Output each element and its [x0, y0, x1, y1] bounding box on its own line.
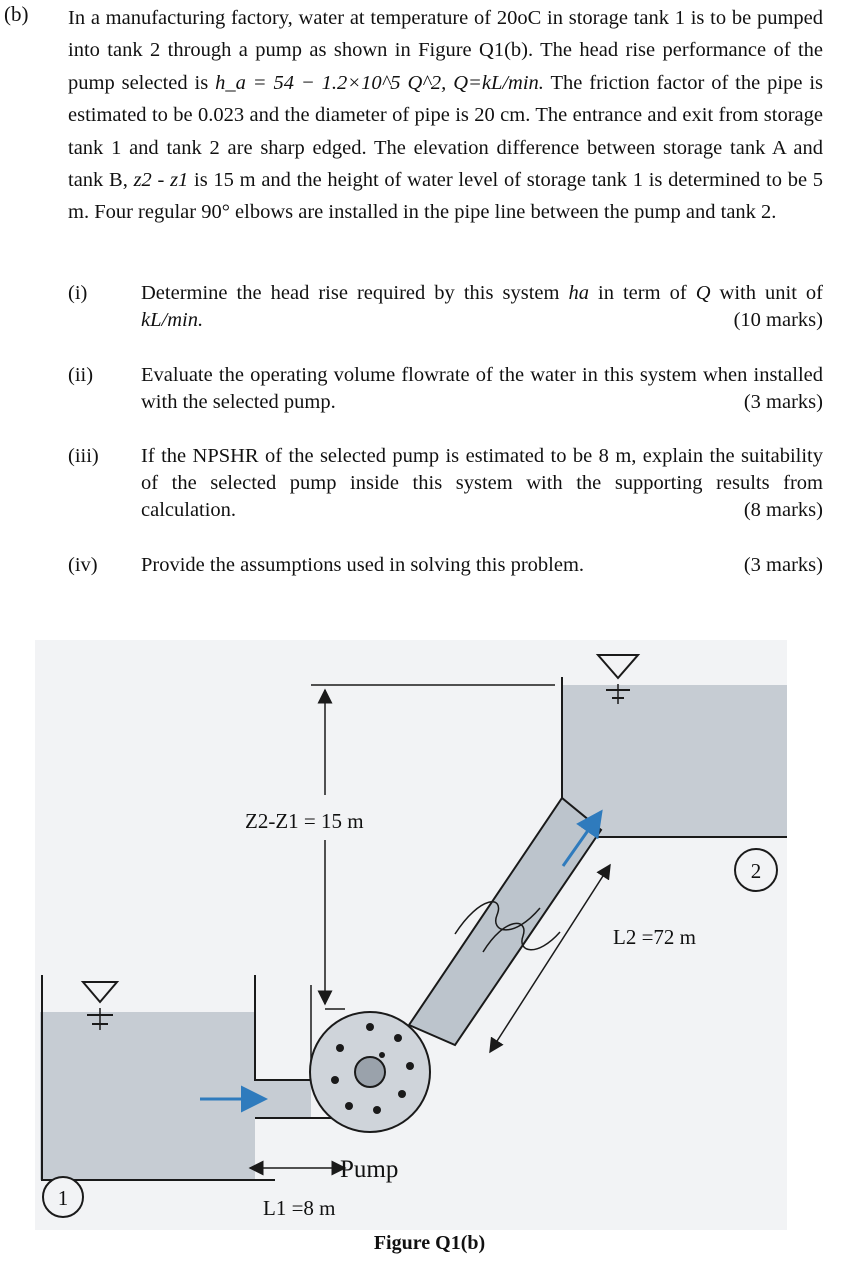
- pump-label: Pump: [340, 1156, 399, 1183]
- flow-unit: Q=kL/min.: [453, 71, 544, 94]
- tank-2-water: [562, 685, 787, 837]
- marks: (3 marks): [743, 554, 823, 576]
- subquestion-ii: [68, 362, 823, 418]
- head-symbol: ha: [568, 282, 589, 304]
- subquestion-text-part: in term of: [598, 282, 687, 304]
- elevation-label: Z2-Z1 = 15 m: [245, 809, 364, 833]
- subquestion-iv: [68, 552, 823, 580]
- l2-label: L2 =72 m: [613, 925, 697, 949]
- flow-symbol: Q: [695, 282, 711, 304]
- subquestion-text: Evaluate the operating volume flowrate of the water in this system when installed with the selected pump.: [141, 364, 823, 413]
- elevation-symbol: z2 - z1: [133, 169, 189, 192]
- figure-q1b: [35, 640, 787, 1230]
- question-paragraph: [68, 2, 823, 229]
- pump-impeller-hub: [355, 1057, 385, 1087]
- question-text-1: In a manufacturing factory, water at temperature of 20oC in storage tank 1 is to be pumped into tank 2 through a pump as shown in Figure Q1(b). The head rise performance of the pump selected is: [68, 7, 823, 94]
- figure-caption: Figure Q1(b): [373, 1232, 486, 1254]
- subquestion-text: [141, 280, 823, 334]
- tank-1-number: 1: [57, 1186, 69, 1210]
- subquestion-number: (iv): [68, 554, 98, 576]
- part-label: (b): [4, 2, 29, 26]
- subquestion-text: Provide the assumptions used in solving this problem.: [141, 554, 585, 576]
- subquestion-number: (i): [68, 282, 88, 304]
- subquestion-iii: [68, 443, 823, 525]
- system-diagram: [35, 640, 787, 1230]
- tank-2-number: 2: [750, 859, 762, 883]
- subquestion-number: (ii): [68, 364, 94, 386]
- subquestion-number: (iii): [68, 445, 99, 467]
- subquestion-text-part: with unit of: [719, 282, 824, 304]
- l1-label: L1 =8 m: [263, 1196, 336, 1220]
- subquestion-i: [68, 280, 823, 336]
- marks: (10 marks): [733, 309, 823, 331]
- unit-text: kL/min.: [141, 309, 204, 331]
- marks: (8 marks): [743, 499, 823, 521]
- pump-head-formula: h_a = 54 − 1.2×10^5 Q^2,: [215, 71, 447, 94]
- question-text-3: is 15 m and the height of water level of storage tank 1 is determined to be 5 m. Four regular 90° elbows are installed in the pipe line between the pump and tank 2.: [68, 169, 824, 224]
- question-text-2: The friction factor of the pipe is estimated to be 0.023 and the diameter of pipe is 20 cm. The entrance and exit from storage tank 1 and tank 2 are sharp edged. The elevation difference between storage tank A and tank B,: [68, 71, 824, 192]
- subquestion-text-part: Determine the head rise required by this system: [141, 282, 560, 304]
- subquestion-text: If the NPSHR of the selected pump is estimated to be 8 m, explain the suitability of the selected pump inside this system with the supporting results from calculation.: [141, 445, 823, 521]
- marks: (3 marks): [743, 391, 823, 413]
- tank-1-water: [40, 1012, 255, 1180]
